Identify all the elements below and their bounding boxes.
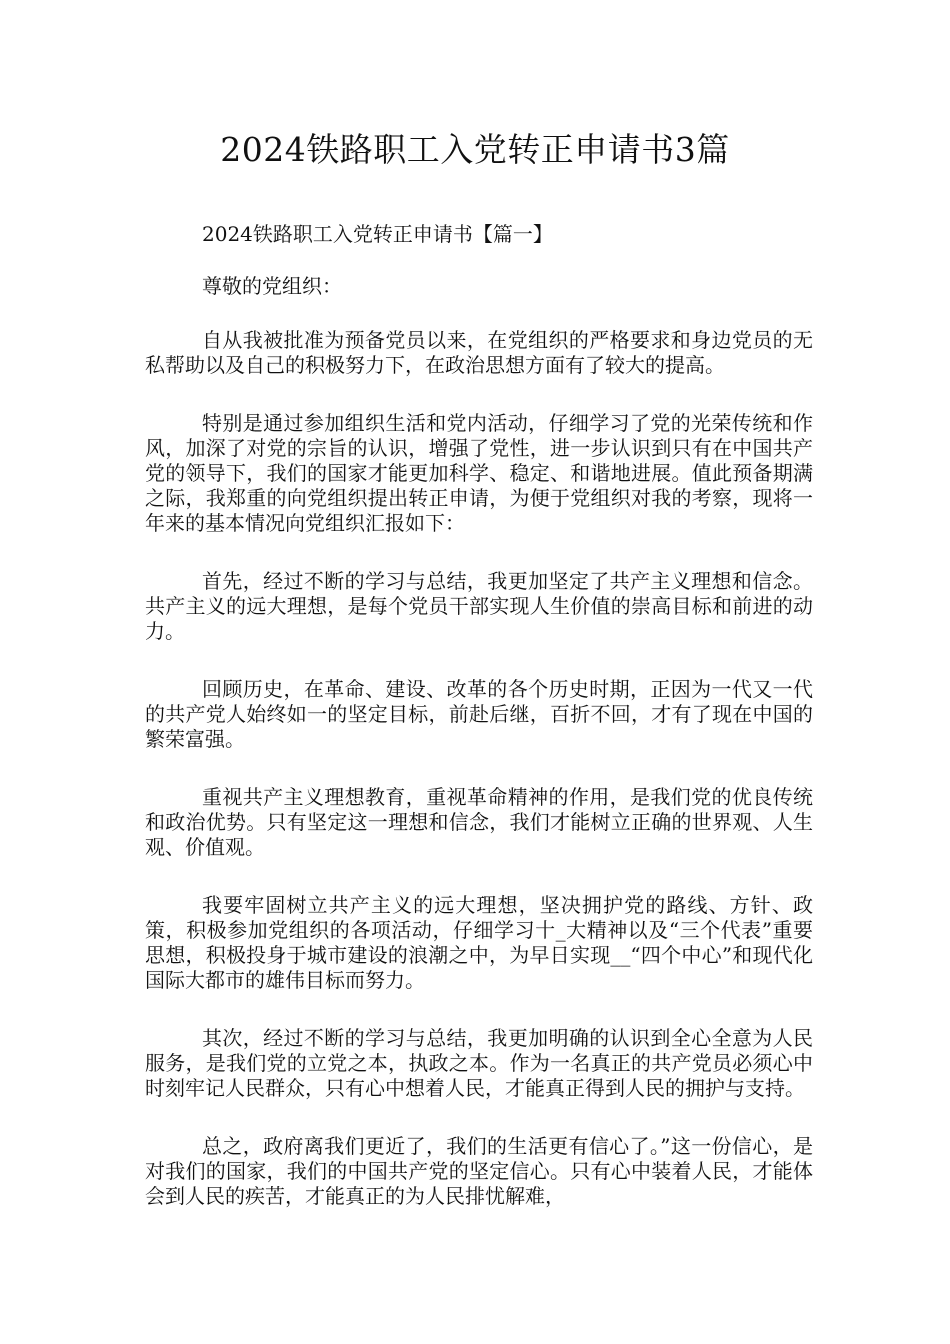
- section-heading: 2024铁路职工入党转正申请书【篇一】: [202, 222, 553, 246]
- paragraph-8: 总之，政府离我们更近了，我们的生活更有信心了。”这一份信心，是对我们的国家，我们的中国共产党的坚定信心。只有心中装着人民，才能体会到人民的疾苦，才能真正的为人民排忧解难，: [145, 1134, 813, 1208]
- document-title: 2024铁路职工入党转正申请书3篇: [220, 130, 730, 169]
- paragraph-1: 自从我被批准为预备党员以来，在党组织的严格要求和身边党员的无私帮助以及自己的积极努力下，在政治思想方面有了较大的提高。: [145, 328, 813, 377]
- paragraph-4: 回顾历史，在革命、建设、改革的各个历史时期，正因为一代又一代的共产党人始终如一的坚定目标，前赴后继，百折不回，才有了现在中国的繁荣富强。: [145, 677, 813, 751]
- salutation: 尊敬的党组织：: [202, 274, 342, 298]
- paragraph-6: 我要牢固树立共产主义的远大理想，坚决拥护党的路线、方针、政策，积极参加党组织的各项活动，仔细学习十_大精神以及“三个代表”重要思想，积极投身于城市建设的浪潮之中，为早日实现__“四个中心”和现代化国际大都市的雄伟目标而努力。: [145, 893, 813, 992]
- paragraph-2: 特别是通过参加组织生活和党内活动，仔细学习了党的光荣传统和作风，加深了对党的宗旨的认识，增强了党性，进一步认识到只有在中国共产党的领导下，我们的国家才能更加科学、稳定、和谐地进展。值此预备期满之际，我郑重的向党组织提出转正申请，为便于党组织对我的考察，现将一年来的基本情况向党组织汇报如下：: [145, 411, 813, 535]
- paragraph-3: 首先，经过不断的学习与总结，我更加坚定了共产主义理想和信念。共产主义的远大理想，是每个党员干部实现人生价值的崇高目标和前进的动力。: [145, 569, 813, 643]
- paragraph-7: 其次，经过不断的学习与总结，我更加明确的认识到全心全意为人民服务，是我们党的立党之本，执政之本。作为一名真正的共产党员必须心中时刻牢记人民群众，只有心中想着人民，才能真正得到人民的拥护与支持。: [145, 1026, 813, 1100]
- document-body: [145, 222, 813, 1242]
- paragraph-5: 重视共产主义理想教育，重视革命精神的作用，是我们党的优良传统和政治优势。只有坚定这一理想和信念，我们才能树立正确的世界观、人生观、价值观。: [145, 785, 813, 859]
